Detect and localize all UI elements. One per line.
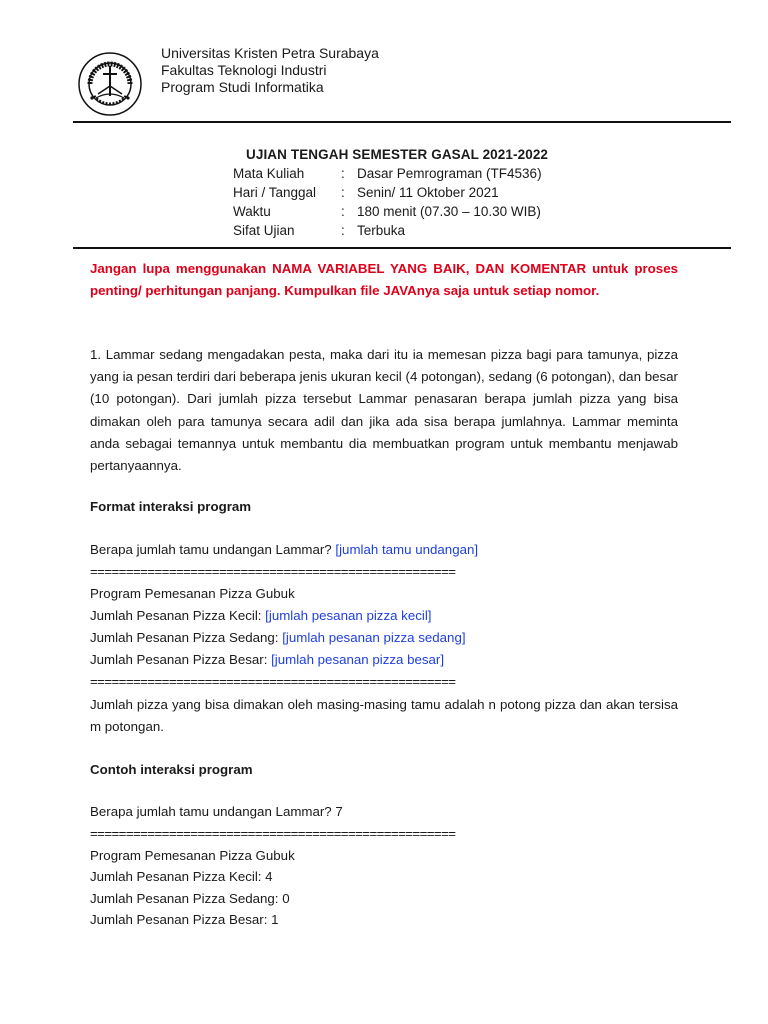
format-large-label: Jumlah Pesanan Pizza Besar: (90, 652, 272, 667)
example-program-title: Program Pemesanan Pizza Gubuk (90, 848, 295, 863)
example-heading: Contoh interaksi program (90, 762, 253, 777)
example-guests-line: Berapa jumlah tamu undangan Lammar? 7 (90, 804, 343, 819)
university-name: Universitas Kristen Petra Surabaya (161, 45, 379, 61)
info-row-time (233, 202, 541, 221)
format-separator-top: =================================================== (90, 564, 456, 579)
info-colon: : (341, 166, 345, 181)
info-colon: : (341, 204, 345, 219)
info-key: Mata Kuliah (233, 166, 305, 181)
exam-title: UJIAN TENGAH SEMESTER GASAL 2021-2022 (246, 147, 549, 162)
example-separator: =================================================== (90, 826, 456, 841)
format-result-text: Jumlah pizza yang bisa dimakan oleh masing-masing tamu adalah n potong pizza dan akan tersisa m potongan. (90, 697, 678, 735)
faculty-name: Fakultas Teknologi Industri (161, 62, 327, 78)
example-small-line: Jumlah Pesanan Pizza Kecil: 4 (90, 869, 273, 884)
format-medium-placeholder: [jumlah pesanan pizza sedang] (282, 630, 466, 645)
format-guests-line (90, 542, 478, 557)
info-value: Senin/ 11 Oktober 2021 (357, 185, 499, 200)
info-key: Waktu (233, 204, 271, 219)
format-medium-line (90, 630, 466, 645)
info-colon: : (341, 223, 345, 238)
question-text: 1. Lammar sedang mengadakan pesta, maka dari itu ia memesan pizza bagi para tamunya, pizza yang ia pesan terdiri dari beberapa jenis ukuran kecil (4 potongan), sedang (6 potongan), dan besar (10 potongan). Dari jumlah pizza tersebut Lammar penasaran berapa jumlah pizza yang bisa dimakan oleh para tamunya secara adil dan jika ada sisa berapa jumlahnya. Lammar meminta anda sebagai temannya untuk membantu dia membuatkan program untuk membantu menjawab pertanyaannya. (90, 347, 678, 474)
example-large-line: Jumlah Pesanan Pizza Besar: 1 (90, 912, 279, 927)
info-value: Dasar Pemrograman (TF4536) (357, 166, 542, 181)
info-row-date (233, 183, 499, 202)
example-medium-line: Jumlah Pesanan Pizza Sedang: 0 (90, 891, 290, 906)
format-heading: Format interaksi program (90, 499, 252, 514)
format-guests-placeholder: [jumlah tamu undangan] (335, 542, 479, 557)
instruction-warning: Jangan lupa menggunakan NAMA VARIABEL YANG BAIK, DAN KOMENTAR untuk proses penting/ perhitungan panjang. Kumpulkan file JAVAnya saja untuk setiap nomor. (90, 261, 678, 298)
format-small-label: Jumlah Pesanan Pizza Kecil: (90, 608, 266, 623)
info-key: Sifat Ujian (233, 223, 295, 238)
format-large-placeholder: [jumlah pesanan pizza besar] (271, 652, 445, 667)
format-small-placeholder: [jumlah pesanan pizza kecil] (265, 608, 432, 623)
format-medium-label: Jumlah Pesanan Pizza Sedang: (90, 630, 283, 645)
info-key: Hari / Tanggal (233, 185, 317, 200)
format-small-line (90, 608, 431, 623)
info-value: 180 menit (07.30 – 10.30 WIB) (357, 204, 541, 219)
info-value: Terbuka (357, 223, 406, 238)
format-large-line (90, 652, 444, 667)
format-guests-label: Berapa jumlah tamu undangan Lammar? (90, 542, 336, 557)
section-divider (73, 247, 731, 249)
program-name: Program Studi Informatika (161, 79, 324, 95)
info-row-type (233, 221, 405, 240)
format-program-title: Program Pemesanan Pizza Gubuk (90, 586, 295, 601)
university-seal-logo (78, 52, 142, 116)
header-divider (73, 121, 731, 123)
info-row-course (233, 164, 542, 183)
info-colon: : (341, 185, 345, 200)
format-separator-bottom: =================================================== (90, 674, 456, 689)
